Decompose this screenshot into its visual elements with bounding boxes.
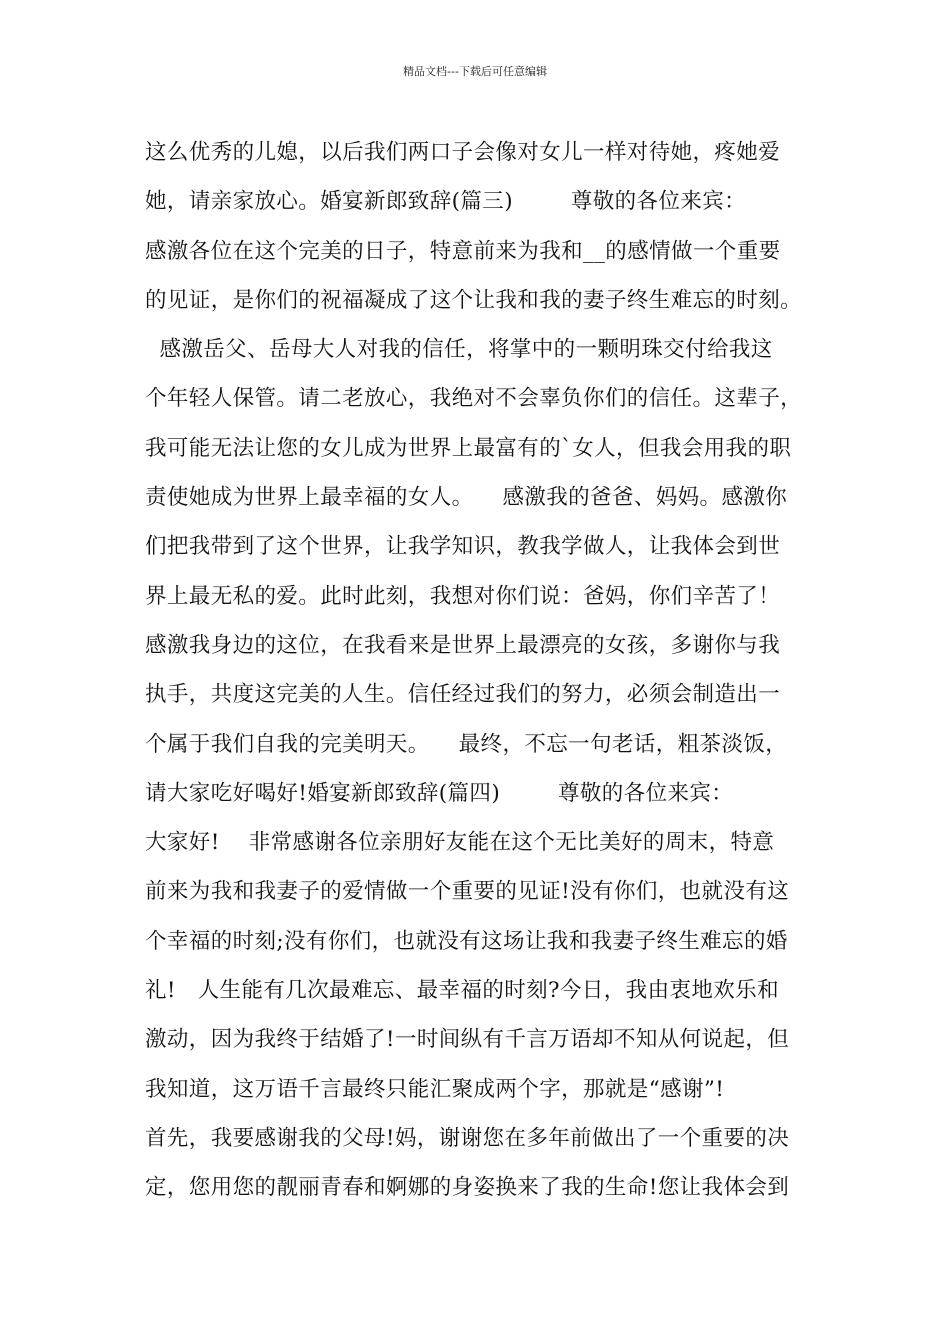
text-line: 她，请亲家放心。婚宴新郎致辞(篇三) 尊敬的各位来宾： [145,189,747,215]
text-line: 感激岳父、岳母大人对我的信任，将掌中的一颗明珠交付给我这 [145,337,773,363]
text-line: 这么优秀的儿媳，以后我们两口子会像对女儿一样对待她，疼她爱 [145,140,781,165]
text-line: 个属于我们自我的完美明天。 最终，不忘一句老话，粗茶淡饭， [145,731,788,757]
text-line: 首先，我要感谢我的父母!妈，谢谢您在多年前做出了一个重要的决 [145,1125,790,1151]
text-line: 激动，因为我终于结婚了!一时间纵有千言万语却不知从何说起，但 [145,1027,790,1053]
text-line: 我知道，这万语千言最终只能汇聚成两个字，那就是“感谢”! [145,1076,725,1102]
text-line: 前来为我和我妻子的爱情做一个重要的见证!没有你们，也就没有这 [145,879,790,905]
text-line: 礼! 人生能有几次最难忘、最幸福的时刻?今日，我由衷地欢乐和 [145,978,779,1004]
text-line: 责使她成为世界上最幸福的女人。 感激我的爸爸、妈妈。感激你 [145,485,788,511]
text-line: 大家好! 非常感谢各位亲朋好友能在这个无比美好的周末，特意 [145,830,775,856]
text-line: 定，您用您的靓丽青春和婀娜的身姿换来了我的生命!您让我体会到 [145,1175,790,1201]
page-header: 精品文档---下载后可任意编辑 [403,65,547,78]
text-line: 们把我带到了这个世界，让我学知识，教我学做人，让我体会到世 [145,534,781,560]
text-line: 我可能无法让您的女儿成为世界上最富有的`女人，但我会用我的职 [145,435,792,461]
text-line: 个年轻人保管。请二老放心，我绝对不会辜负你们的信任。这辈子， [145,386,803,412]
text-line: 感激各位在这个完美的日子，特意前来为我和__的感情做一个重要 [145,238,781,264]
text-line: 请大家吃好喝好!婚宴新郎致辞(篇四) 尊敬的各位来宾： [145,780,734,806]
body-text [145,128,815,1213]
text-line: 执手，共度这完美的人生。信任经过我们的努力，必须会制造出一 [145,682,781,708]
text-line: 个幸福的时刻;没有你们，也就没有这场让我和我妻子终生难忘的婚 [145,928,788,954]
text-line: 界上最无私的爱。此时此刻，我想对你们说：爸妈，你们辛苦了！ [145,583,781,609]
text-line: 感激我身边的这位，在我看来是世界上最漂亮的女孩，多谢你与我 [145,632,781,658]
text-line: 的见证，是你们的祝福凝成了这个让我和我的妻子终生难忘的时刻。 [145,287,803,313]
